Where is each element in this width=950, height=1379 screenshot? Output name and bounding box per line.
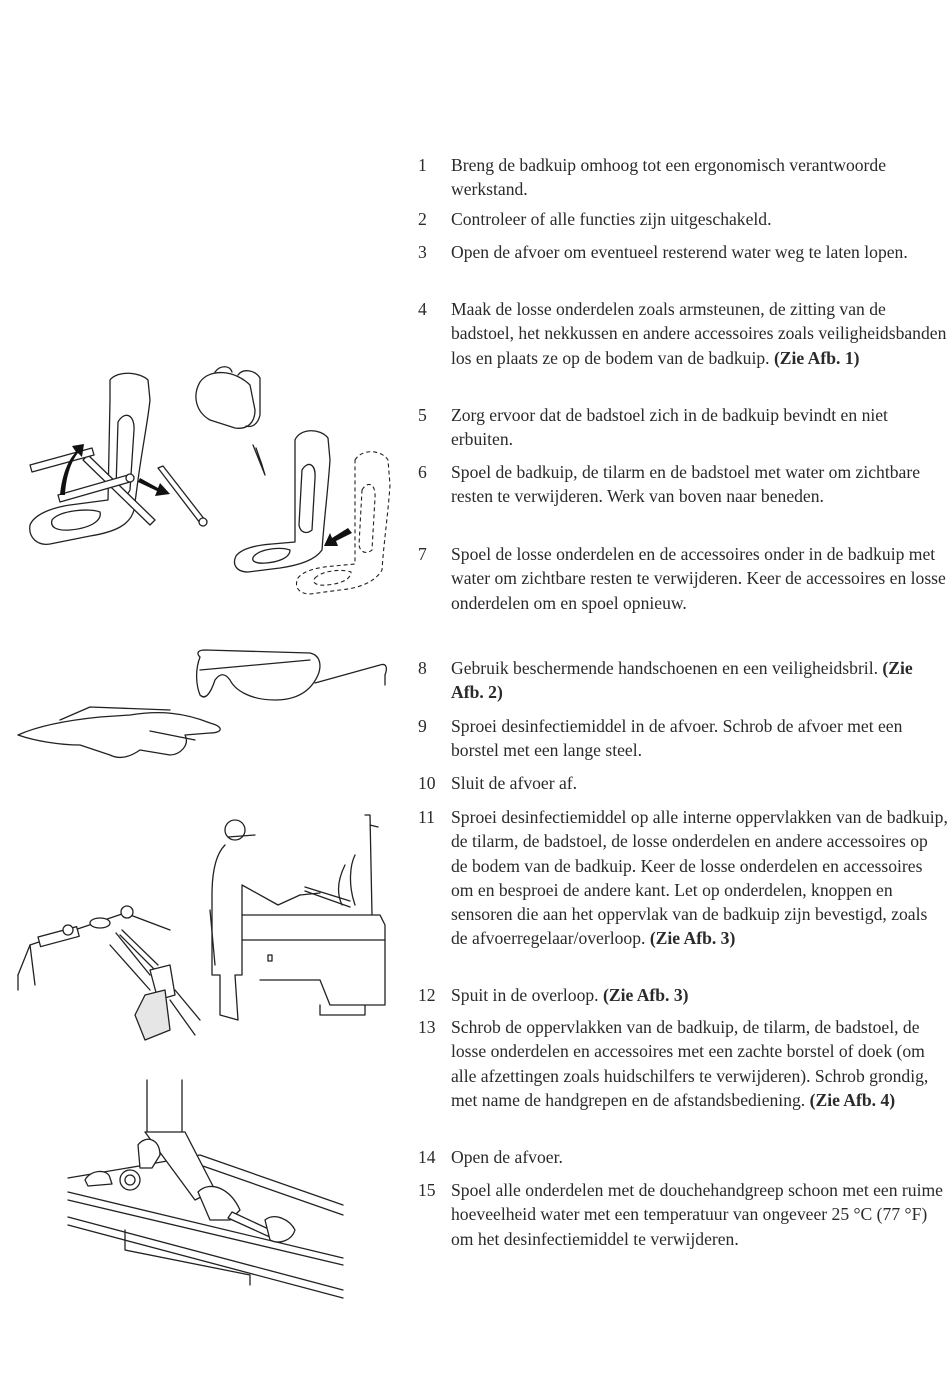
step-text: Maak de losse onderdelen zoals armsteunen, de zitting van de badstoel, het nekkussen en andere accessoires zoals veiligheidsbanden los en plaats ze op de bodem van de badkuip.: [451, 299, 947, 368]
step-number: 15: [418, 1180, 436, 1200]
step-number: 7: [418, 544, 427, 564]
step-text: Breng de badkuip omhoog tot een ergonomisch verantwoorde werkstand.: [451, 155, 887, 200]
step-text: Sproei desinfectiemiddel in de afvoer. Schrob de afvoer met een borstel met een lange steel.: [451, 716, 903, 761]
step-text: Gebruik beschermende handschoenen en een veiligheidsbril.: [451, 658, 883, 678]
scrubbing-illustration: [0, 1080, 400, 1300]
step-text: Open de afvoer.: [451, 1147, 563, 1167]
step-number: 1: [418, 155, 427, 175]
chair-illustration: [10, 360, 400, 630]
step-7: [418, 542, 948, 615]
figure-reference: (Zie Afb. 4): [809, 1089, 896, 1110]
step-number: 8: [418, 658, 427, 678]
step-number: 10: [418, 773, 436, 793]
step-6: [418, 460, 948, 509]
step-number: 12: [418, 985, 436, 1005]
step-text: Spoel de losse onderdelen en de accessoires onder in de badkuip met water om zichtbare resten te verwijderen. Keer de accessoires en losse onderdelen om en spoel opnieuw.: [451, 544, 946, 613]
step-13: [418, 1015, 948, 1112]
step-number: 4: [418, 299, 427, 319]
step-number: 11: [418, 807, 435, 827]
figure-4-scrubbing: [0, 1080, 400, 1300]
step-2: [418, 207, 948, 231]
gloves-glasses-illustration: [10, 645, 400, 775]
figure-reference: (Zie Afb. 1): [773, 347, 860, 368]
step-number: 6: [418, 462, 427, 482]
step-11: [418, 805, 948, 951]
step-text: Schrob de oppervlakken van de badkuip, de tilarm, de badstoel, de losse onderdelen en accessoires met een zachte borstel of doek (om alle afzettingen zoals huidschilfers te verwijderen). Schrob grondig, met name de handgrepen en de afstandsbediening.: [451, 1017, 929, 1110]
step-number: 9: [418, 716, 427, 736]
step-15: [418, 1178, 948, 1251]
step-8: [418, 656, 948, 705]
step-text: Spoel alle onderdelen met de douchehandgreep schoon met een ruime hoeveelheid water met een temperatuur van ongeveer 25 °C (77 °F) om het desinfectiemiddel te verwijderen.: [451, 1180, 943, 1249]
figure-2-gloves-glasses: [10, 645, 400, 775]
step-number: 14: [418, 1147, 436, 1167]
step-text: Spoel de badkuip, de tilarm en de badstoel met water om zichtbare resten te verwijderen. Werk van boven naar beneden.: [451, 462, 921, 507]
figure-1-chair-parts: [10, 360, 400, 630]
figure-3-spraying: [10, 815, 400, 1065]
step-number: 13: [418, 1017, 436, 1037]
step-text: Spuit in de overloop.: [451, 985, 603, 1005]
step-text: Sproei desinfectiemiddel op alle interne oppervlakken van de badkuip, de tilarm, de badstoel, de losse onderdelen en andere accessoires op de bodem van de badkuip. Keer de losse onderdelen en accessoires om en besproei de andere kant. Let op onderdelen, knoppen en sensoren die aan het oppervlak van de badkuip zijn bevestigd, zoals de afvoerregelaar/overloop.: [451, 807, 948, 949]
step-10: [418, 771, 948, 795]
step-text: Zorg ervoor dat de badstoel zich in de badkuip bevindt en niet erbuiten.: [451, 405, 888, 450]
step-9: [418, 714, 948, 763]
figure-reference: (Zie Afb. 2): [451, 658, 913, 703]
step-text: Open de afvoer om eventueel resterend water weg te laten lopen.: [451, 242, 908, 262]
step-number: 3: [418, 242, 427, 262]
step-3: [418, 240, 948, 264]
figure-reference: (Zie Afb. 3): [602, 985, 689, 1005]
step-14: [418, 1145, 948, 1169]
step-12: [418, 983, 948, 1007]
step-text: Controleer of alle functies zijn uitgeschakeld.: [451, 209, 772, 229]
step-4: [418, 297, 948, 370]
spraying-illustration: [10, 815, 400, 1065]
step-number: 2: [418, 209, 427, 229]
step-text: Sluit de afvoer af.: [451, 773, 578, 793]
step-number: 5: [418, 405, 427, 425]
figure-reference: (Zie Afb. 3): [649, 928, 736, 949]
step-1: [418, 153, 948, 202]
instruction-list: [418, 0, 948, 1379]
step-5: [418, 403, 948, 452]
